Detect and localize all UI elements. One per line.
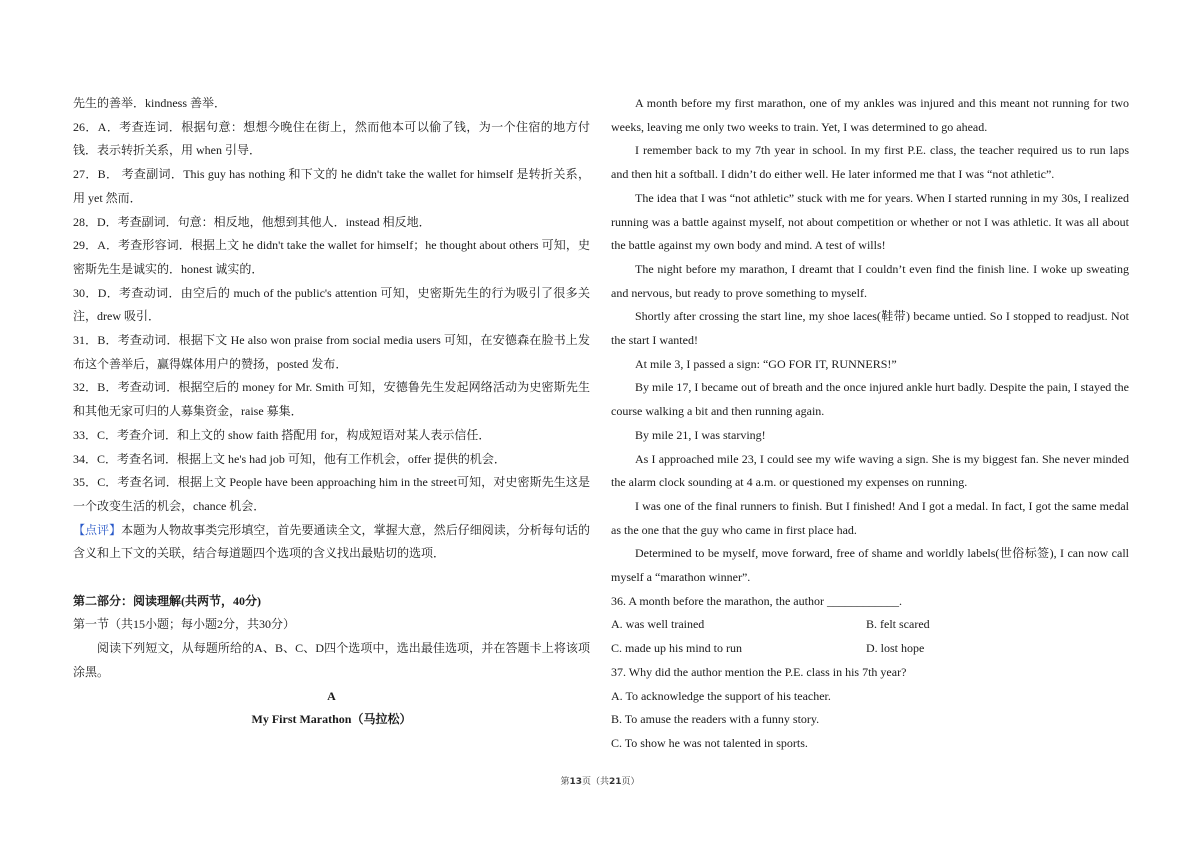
passage-title: My First Marathon（马拉松） — [251, 712, 412, 727]
option-c: C. To show he was not talented in sports. — [611, 735, 808, 750]
option-d: D. lost hope — [866, 641, 925, 656]
option-b: B. felt scared — [866, 617, 930, 632]
answer-line: 先生的善举．kindness 善举． — [73, 96, 227, 110]
total-pages: 21 — [609, 777, 622, 787]
page-number: 13 — [569, 777, 582, 787]
passage-paragraph: A month before my first marathon, one of my ankles was injured and this meant not running for two weeks, leaving me only two weeks to train. Yet, I was determined to go ahead. — [611, 96, 1129, 134]
passage-paragraph: I was one of the final runners to finish. But I finished! And I got a medal. In fact, I got the same medal as the one that the guy who came in first place had. — [611, 498, 1129, 537]
passage-label: A — [327, 688, 336, 703]
answer-line: 32．B．考查动词．根据空后的 money for Mr. Smith 可知，安德鲁先生发起网络活动为史密斯先生和其他无家可归的人募集资金，raise 募集． — [73, 380, 590, 419]
passage-paragraph: By mile 17, I became out of breath and the once injured ankle hurt badly. Despite the pain, I stayed the course walking a bit and then running again. — [611, 380, 1129, 419]
right-column — [611, 92, 1129, 756]
passage-paragraph: By mile 21, I was starving! — [635, 427, 766, 442]
section-title: 第二部分：阅读理解(共两节，40分) — [73, 593, 261, 608]
passage-paragraph: As I approached mile 23, I could see my wife waving a sign. She is my biggest fan. She never minded the alarm clock sounding at 4 a.m. or questioned my expenses on running. — [611, 451, 1129, 490]
footer-middle: 页（共 — [581, 777, 609, 787]
instructions: 阅读下列短文，从每题所给的A、B、C、D四个选项中，选出最佳选项，并在答题卡上将该项涂黑。 — [73, 641, 590, 679]
passage-paragraph: At mile 3, I passed a sign: “GO FOR IT, RUNNERS!” — [635, 356, 897, 371]
comment-paragraph — [73, 519, 590, 566]
question-36-options-row — [611, 637, 1129, 661]
answer-line: 26．A．考查连词．根据句意：想想今晚住在街上，然而他本可以偷了钱，为一个住宿的地方付钱．表示转折关系，用 when 引导． — [73, 119, 590, 158]
passage-paragraph: Shortly after crossing the start line, my shoe laces(鞋带) became untied. So I stopped to readjust. Not the start I wanted! — [611, 309, 1129, 348]
footer-suffix: 页） — [621, 777, 640, 787]
passage-paragraph: Determined to be myself, move forward, free of shame and worldly labels(世俗标签), I can now call myself a “marathon winner”. — [611, 546, 1129, 585]
answer-line: 29．A．考查形容词．根据上文 he didn't take the wallet for himself；he thought about others 可知，史密斯先生是诚实的．honest 诚实的． — [73, 238, 590, 276]
question-36: 36. A month before the marathon, the author ____________. — [611, 593, 902, 608]
answer-line: 33．C．考查介词．和上文的 show faith 搭配用 for，构成短语对某人表示信任． — [73, 427, 491, 442]
subsection-title: 第一节（共15小题；每小题2分，共30分） — [73, 617, 296, 632]
answer-line: 34．C．考查名词．根据上文 he's had job 可知，他有工作机会，offer 提供的机会． — [73, 451, 506, 466]
answer-line: 35．C．考查名词．根据上文 People have been approaching him in the street可知，对史密斯先生这是一个改变生活的机会，chance 机会． — [73, 475, 590, 513]
page-footer — [0, 774, 1200, 787]
answer-line: 30．D．考查动词．由空后的 much of the public's attention 可知，史密斯先生的行为吸引了很多关注，drew 吸引． — [73, 285, 590, 324]
answer-line: 31．B．考查动词．根据下文 He also won praise from social media users 可知，在安德森在脸书上发布这个善举后，赢得媒体用户的赞扬，posted 发布． — [73, 333, 590, 371]
option-a: A. was well trained — [611, 617, 705, 632]
comment-tag: 【点评】 — [73, 522, 122, 537]
passage-paragraph: I remember back to my 7th year in school. In my first P.E. class, the teacher required us to run laps and then hit a softball. I didn’t do either well. He later informed me that I was “not athletic”. — [611, 143, 1129, 182]
left-column — [73, 92, 590, 732]
question-37: 37. Why did the author mention the P.E. class in his 7th year? — [611, 664, 907, 679]
answer-line: 28．D．考查副词．句意：相反地，他想到其他人．instead 相反地． — [73, 214, 431, 229]
passage-paragraph: The night before my marathon, I dreamt that I couldn’t even find the finish line. I woke up sweating and nervous, but ready to prove something to myself. — [611, 261, 1129, 300]
comment-text: 本题为人物故事类完形填空，首先要通读全文，掌握大意，然后仔细阅读，分析每句话的含义和上下文的关联，结合每道题四个选项的含义找出最贴切的选项． — [73, 522, 590, 561]
option-c: C. made up his mind to run — [611, 641, 742, 656]
footer-prefix: 第 — [560, 777, 570, 787]
passage-paragraph: The idea that I was “not athletic” stuck with me for years. When I started running in my 30s, I realized running was a battle against myself, not about competition or whether or not I was athletic. It was all about the battle against my own body and mind. A test of wills! — [611, 190, 1129, 253]
answer-line: 27．B． 考查副词．This guy has nothing 和下文的 he didn't take the wallet for himself 是转折关系，用 yet 然而． — [73, 167, 590, 205]
option-b: B. To amuse the readers with a funny story. — [611, 712, 820, 727]
question-36-options-row — [611, 613, 1129, 637]
option-a: A. To acknowledge the support of his teacher. — [611, 688, 831, 703]
